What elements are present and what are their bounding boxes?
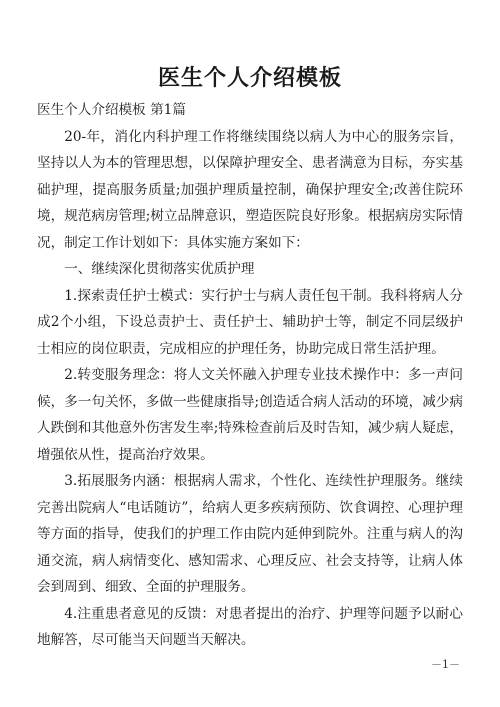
paragraph-item-2: 2.转变服务理念：将人文关怀融入护理专业技术操作中：多一声问候，多一句关怀，多做一些健康指导;创造适合病人活动的环境，减少病人跌倒和其他意外伤害发生率;特殊检查前后及时告知，减少病人疑虑，增强依从性，提高治疗效果。 (37, 367, 463, 463)
page-number: －1－ (431, 658, 460, 671)
page-title: 医生个人介绍模板 (157, 66, 342, 91)
paragraph-item-4: 4.注重患者意见的反馈：对患者提出的治疗、护理等问题予以耐心地解答，尽可能当天问题当天解决。 (37, 605, 463, 648)
paragraph-item-3: 3.拓展服务内涵：根据病人需求，个性化、连续性护理服务。继续完善出院病人“电话随访”，给病人更多疾病预防、饮食调控、心理护理等方面的指导，使我们的护理工作由院内延伸到院外。注重与病人的沟通交流，病人病情变化、感知需求、心理反应、社会支持等，让病人体会到周到、细致、全面的护理服务。 (37, 473, 463, 595)
document-subtitle: 医生个人介绍模板 第1篇 (37, 102, 186, 118)
document-body (37, 97, 463, 654)
paragraph-intro: 20-年，消化内科护理工作将继续围绕以病人为中心的服务宗旨，坚持以人为本的管理思想，以保障护理安全、患者满意为目标，夯实基础护理，提高服务质量;加强护理质量控制，确保护理安全;改善住院环境，规范病房管理;树立品牌意识，塑造医院良好形象。根据病房实际情况，制定工作计划如下：具体实施方案如下： (37, 128, 463, 251)
section-heading: 一、继续深化贯彻落实优质护理 (64, 261, 255, 277)
paragraph-item-1: 1.探索责任护士模式：实行护士与病人责任包干制。我科将病人分成2个小组，下设总责护士、责任护士、辅助护士等，制定不同层级护士相应的岗位职责，完成相应的护理任务，协助完成日常生活护理。 (37, 287, 463, 357)
